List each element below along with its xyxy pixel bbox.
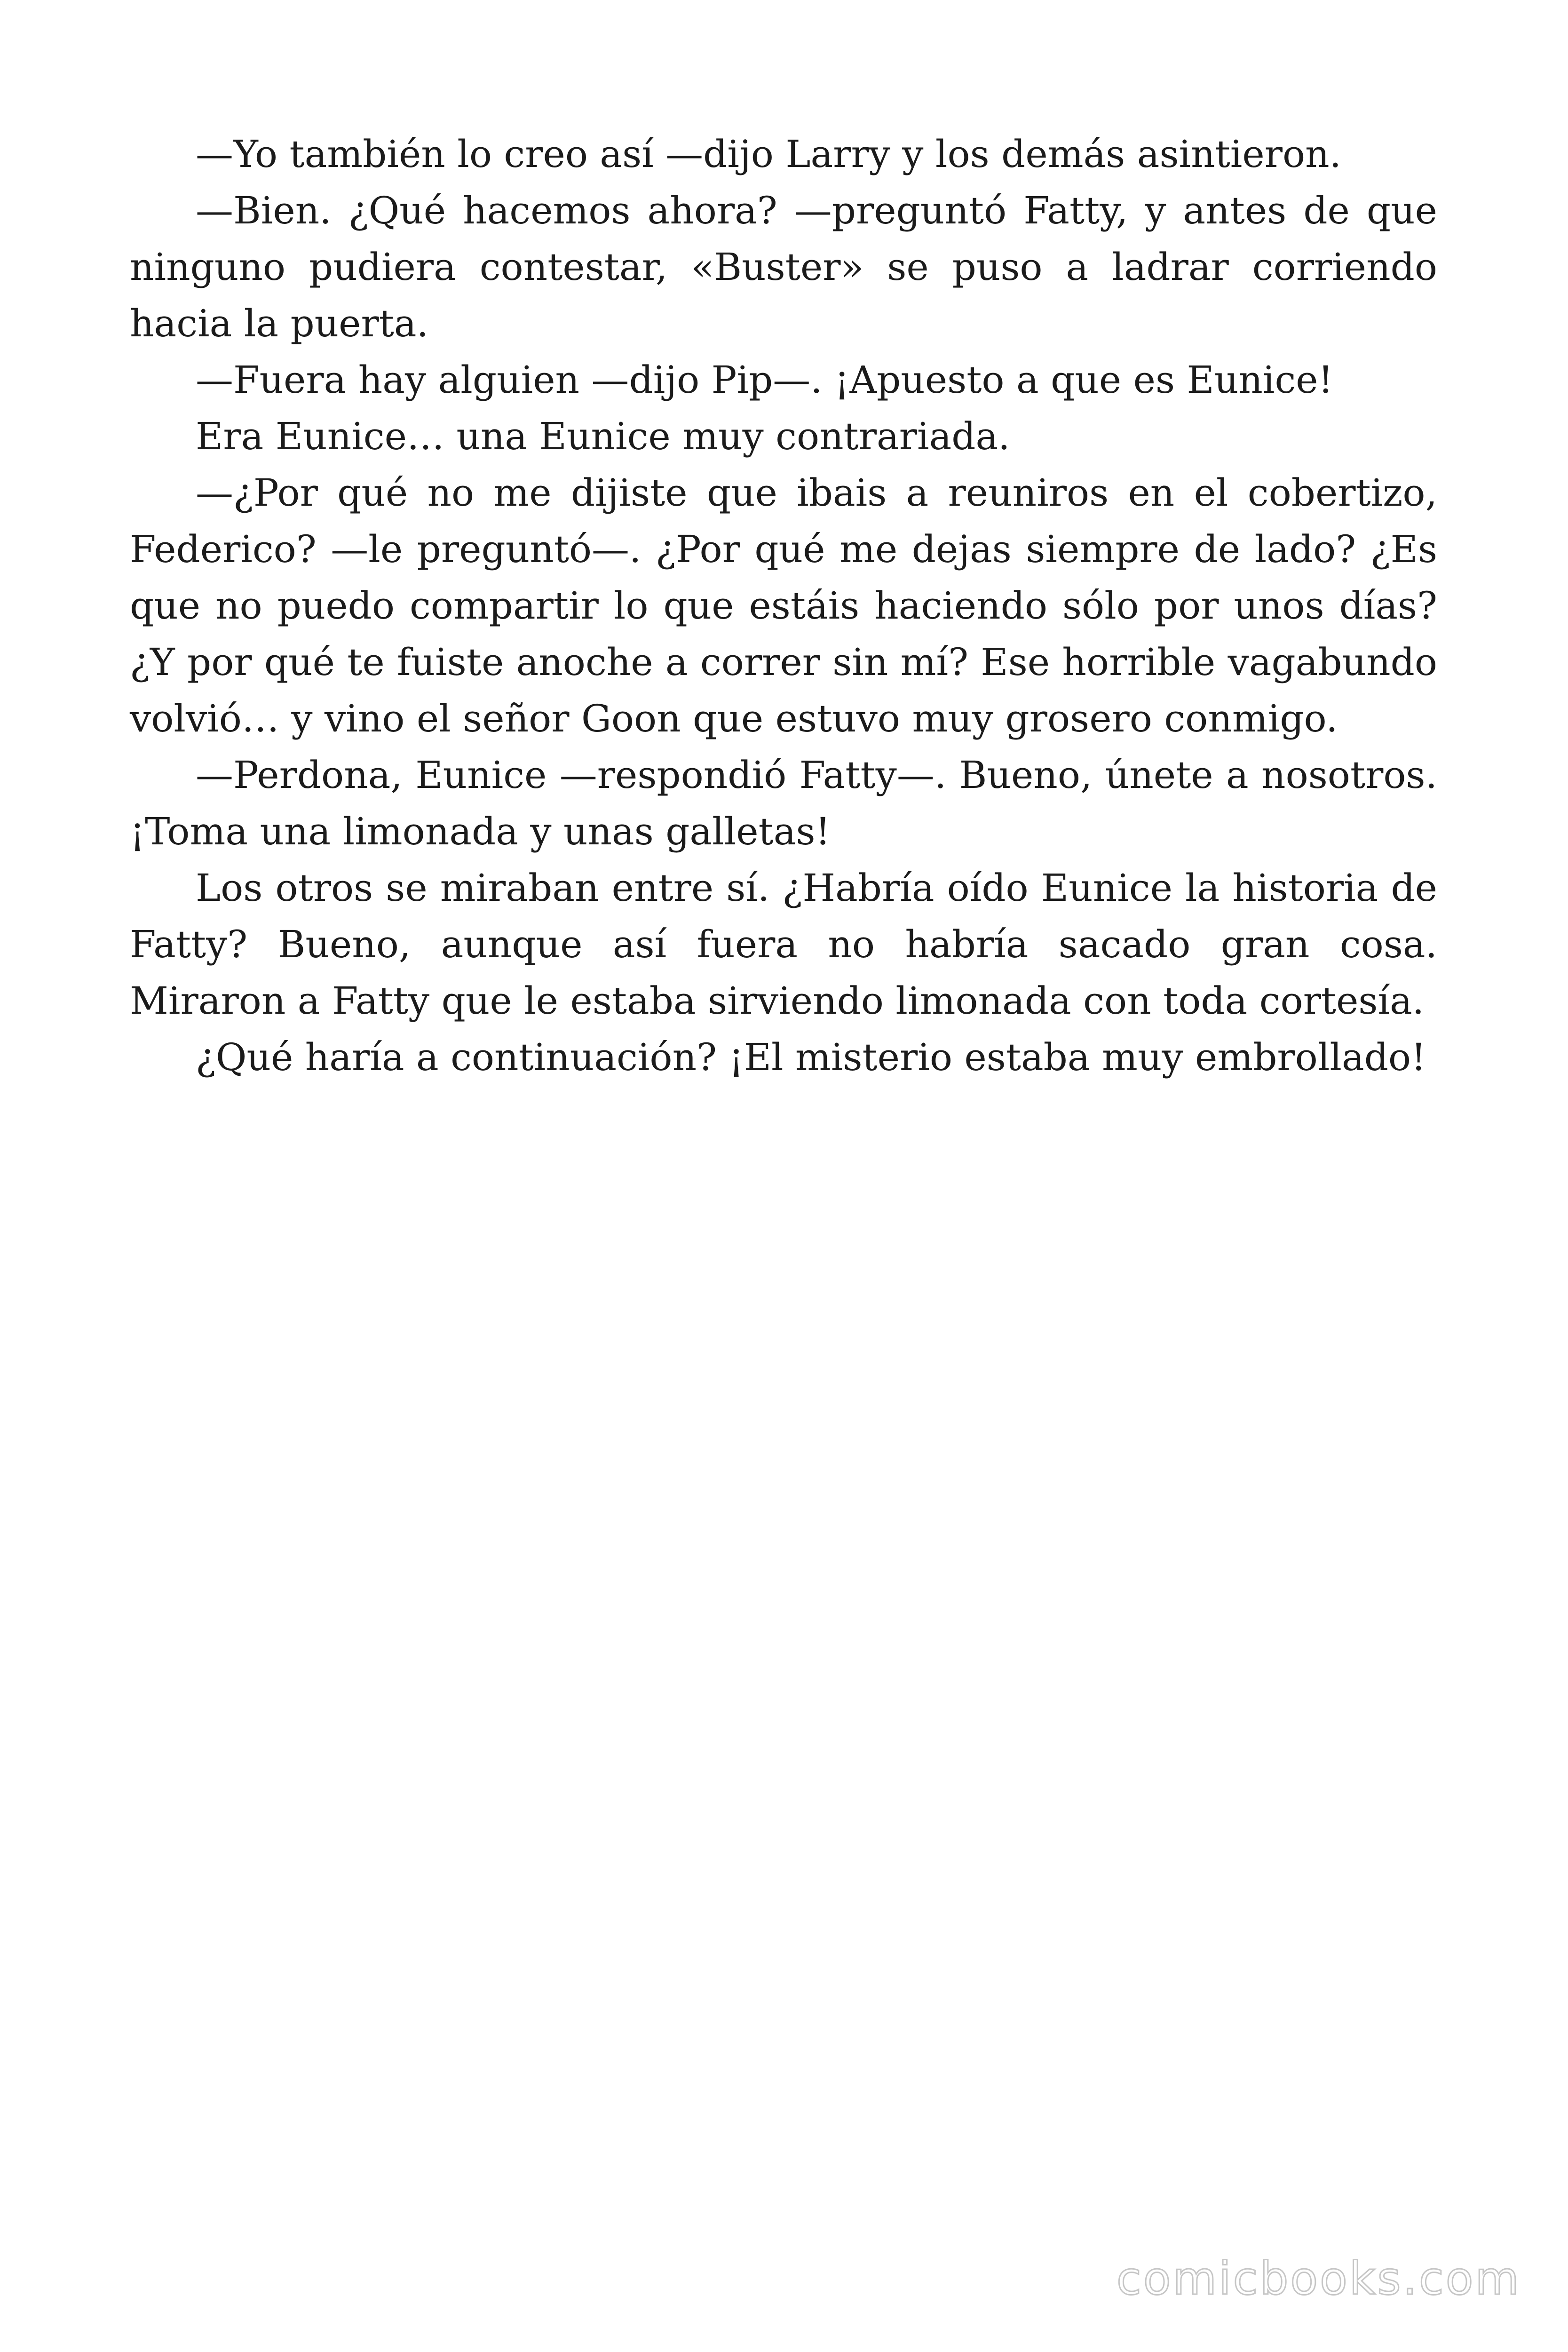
paragraph: ¿Qué haría a continuación? ¡El misterio estaba muy embrollado! — [196, 1035, 1426, 1079]
paragraph: Era Eunice… una Eunice muy contrariada. — [196, 414, 1010, 458]
paragraph: —Perdona, Eunice —respondió Fatty—. Bueno, únete a nosotros. ¡Toma una limonada y unas galletas! — [130, 753, 1437, 853]
paragraph: Los otros se miraban entre sí. ¿Habría oído Eunice la historia de Fatty? Bueno, aunque así fuera no habría sacado gran cosa. Miraron a Fatty que le estaba sirviendo limonada con toda cortesía. — [130, 866, 1437, 1023]
body-text — [130, 126, 1437, 1086]
paragraph: —¿Por qué no me dijiste que ibais a reuniros en el cobertizo, Federico? —le preguntó—. ¿Por qué me dejas siempre de lado? ¿Es que no puedo compartir lo que estáis haciendo sólo por unos días? ¿Y por qué te fuiste anoche a correr sin mí? Ese horrible vagabundo volvió… y vino el señor Goon que estuvo muy grosero conmigo. — [130, 471, 1437, 740]
paragraph: —Bien. ¿Qué hacemos ahora? —preguntó Fatty, y antes de que ninguno pudiera contestar, «Buster» se puso a ladrar corriendo hacia la puerta. — [130, 189, 1437, 345]
paragraph: —Fuera hay alguien —dijo Pip—. ¡Apuesto a que es Eunice! — [196, 358, 1333, 402]
paragraph: —Yo también lo creo así —dijo Larry y los demás asintieron. — [196, 132, 1342, 176]
watermark-text: comicbooks.com — [1116, 2252, 1521, 2305]
